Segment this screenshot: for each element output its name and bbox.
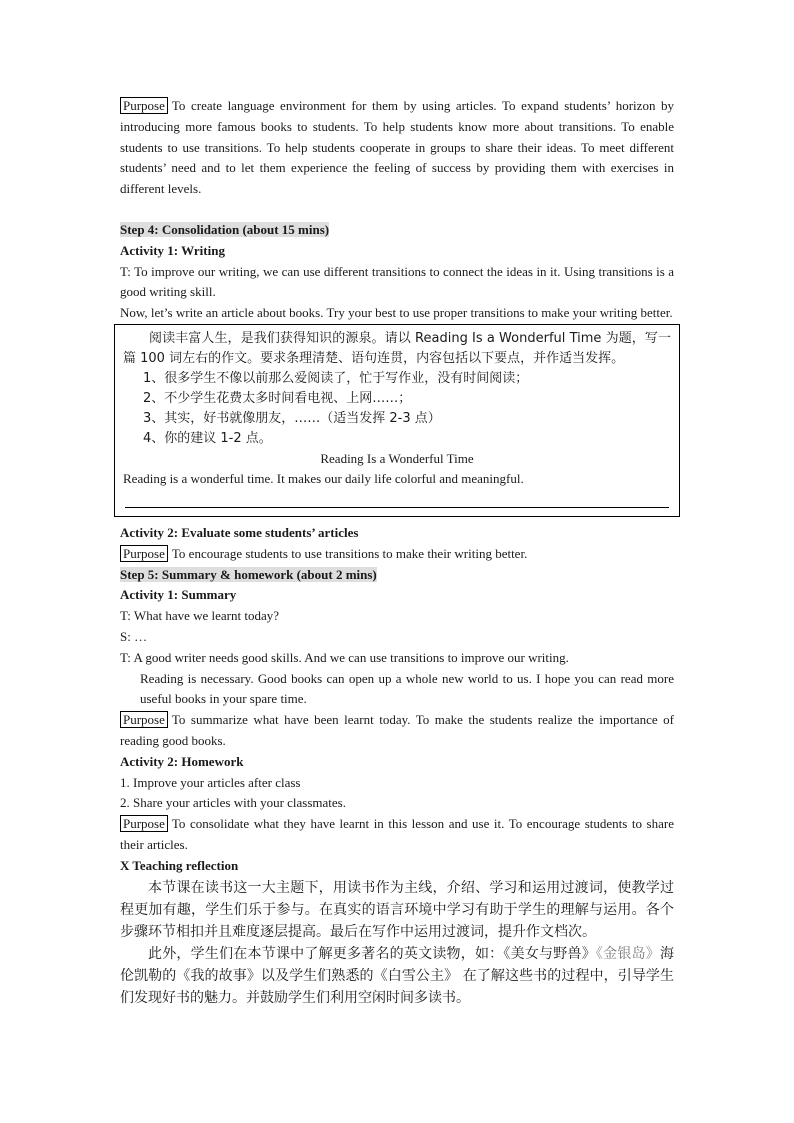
document-page (120, 96, 674, 1009)
purpose-paragraph-1 (120, 96, 674, 200)
activity1-summary-title: Activity 1: Summary (120, 587, 237, 603)
activity2-homework-title: Activity 2: Homework (120, 753, 244, 769)
purpose-paragraph-3: Purpose To summarize what have been learnt today. To make the students realize the importance of reading good books. (120, 712, 674, 748)
teacher-answer: T: A good writer needs good skills. And we can use transitions to improve our writing. (120, 649, 569, 665)
writing-task-box (114, 324, 680, 517)
writing-line (125, 489, 669, 508)
student-answer: S: … (120, 628, 148, 644)
reflection-heading: X Teaching reflection (120, 857, 239, 873)
step5-heading: Step 5: Summary & homework (about 2 mins) (120, 566, 377, 582)
teacher-line: T: To improve our writing, we can use different transitions to connect the ideas in it. Using transitions is a good writing skill. (120, 263, 674, 300)
reflection-paragraph-2: 此外，学生们在本节课中了解更多著名的英文读物，如：《美女与野兽》《金银岛》海伦凯勒的《我的故事》以及学生们熟悉的《白雪公主》 在了解这些书的过程中，引导学生们发现好书的魅力。并鼓励学生们利用空闲时间多读书。 (120, 945, 675, 1006)
activity2-title: Activity 2: Evaluate some students’ articles (120, 524, 359, 540)
step4-heading: Step 4: Consolidation (about 15 mins) (120, 221, 330, 237)
purpose-paragraph-4: Purpose To consolidate what they have learnt in this lesson and use it. To encourage students to share their articles. (120, 816, 674, 852)
reading-paragraph: Reading is necessary. Good books can open up a whole new world to us. I hope you can read more useful books in your spare time. (140, 670, 674, 707)
purpose-paragraph-2: Purpose To encourage students to use transitions to make their writing better. (120, 544, 674, 565)
purpose-tag: Purpose (120, 545, 168, 562)
teacher-question: T: What have we learnt today? (120, 608, 280, 624)
essay-title: Reading Is a Wonderful Time (320, 450, 474, 466)
purpose-tag: Purpose (120, 815, 168, 832)
homework-item-1: 1. Improve your articles after class (120, 774, 301, 790)
essay-opening: Reading is a wonderful time. It makes our daily life colorful and meaningful. (123, 470, 524, 486)
writing-point-2: 2、不少学生花费太多时间看电视、上网……； (143, 390, 412, 406)
writing-point-4: 4、你的建议 1-2 点。 (143, 430, 272, 446)
reflection-paragraph-1: 本节课在读书这一大主题下，用读书作为主线，介绍、学习和运用过渡词，使教学过程更加有趣，学生们乐于参与。在真实的语言环境中学习有助于学生的理解与运用。各个步骤环节相扣并且难度逐层提高。最后在写作中运用过渡词，提升作文档次。 (120, 879, 674, 940)
purpose-text: To create language environment for them by using articles. To expand students’ horizon by introducing more famous books to students. To help students know more about transitions. To enable students to use transitions. To help students cooperate in groups to share their ideas. To meet different students’ need and to let them experience the feeling of success by providing them with exercises in different levels. (120, 98, 674, 197)
purpose-tag: Purpose (120, 97, 168, 114)
instruction-line: Now, let’s write an article about books. Try your best to use proper transitions to make your writing better. (120, 305, 673, 321)
writing-task-intro: 阅读丰富人生，是我们获得知识的源泉。请以 Reading Is a Wonderful Time 为题，写一篇 100 词左右的作文。要求条理清楚、语句连贯，内容包括以下要点，并作适当发挥。 (123, 330, 671, 366)
purpose-tag: Purpose (120, 711, 168, 728)
homework-item-2: 2. Share your articles with your classmates. (120, 795, 346, 811)
activity1-writing-title: Activity 1: Writing (120, 242, 225, 258)
writing-point-1: 1、很多学生不像以前那么爱阅读了，忙于写作业，没有时间阅读； (143, 370, 529, 386)
writing-point-3: 3、其实，好书就像朋友，……（适当发挥 2-3 点） (143, 410, 441, 426)
